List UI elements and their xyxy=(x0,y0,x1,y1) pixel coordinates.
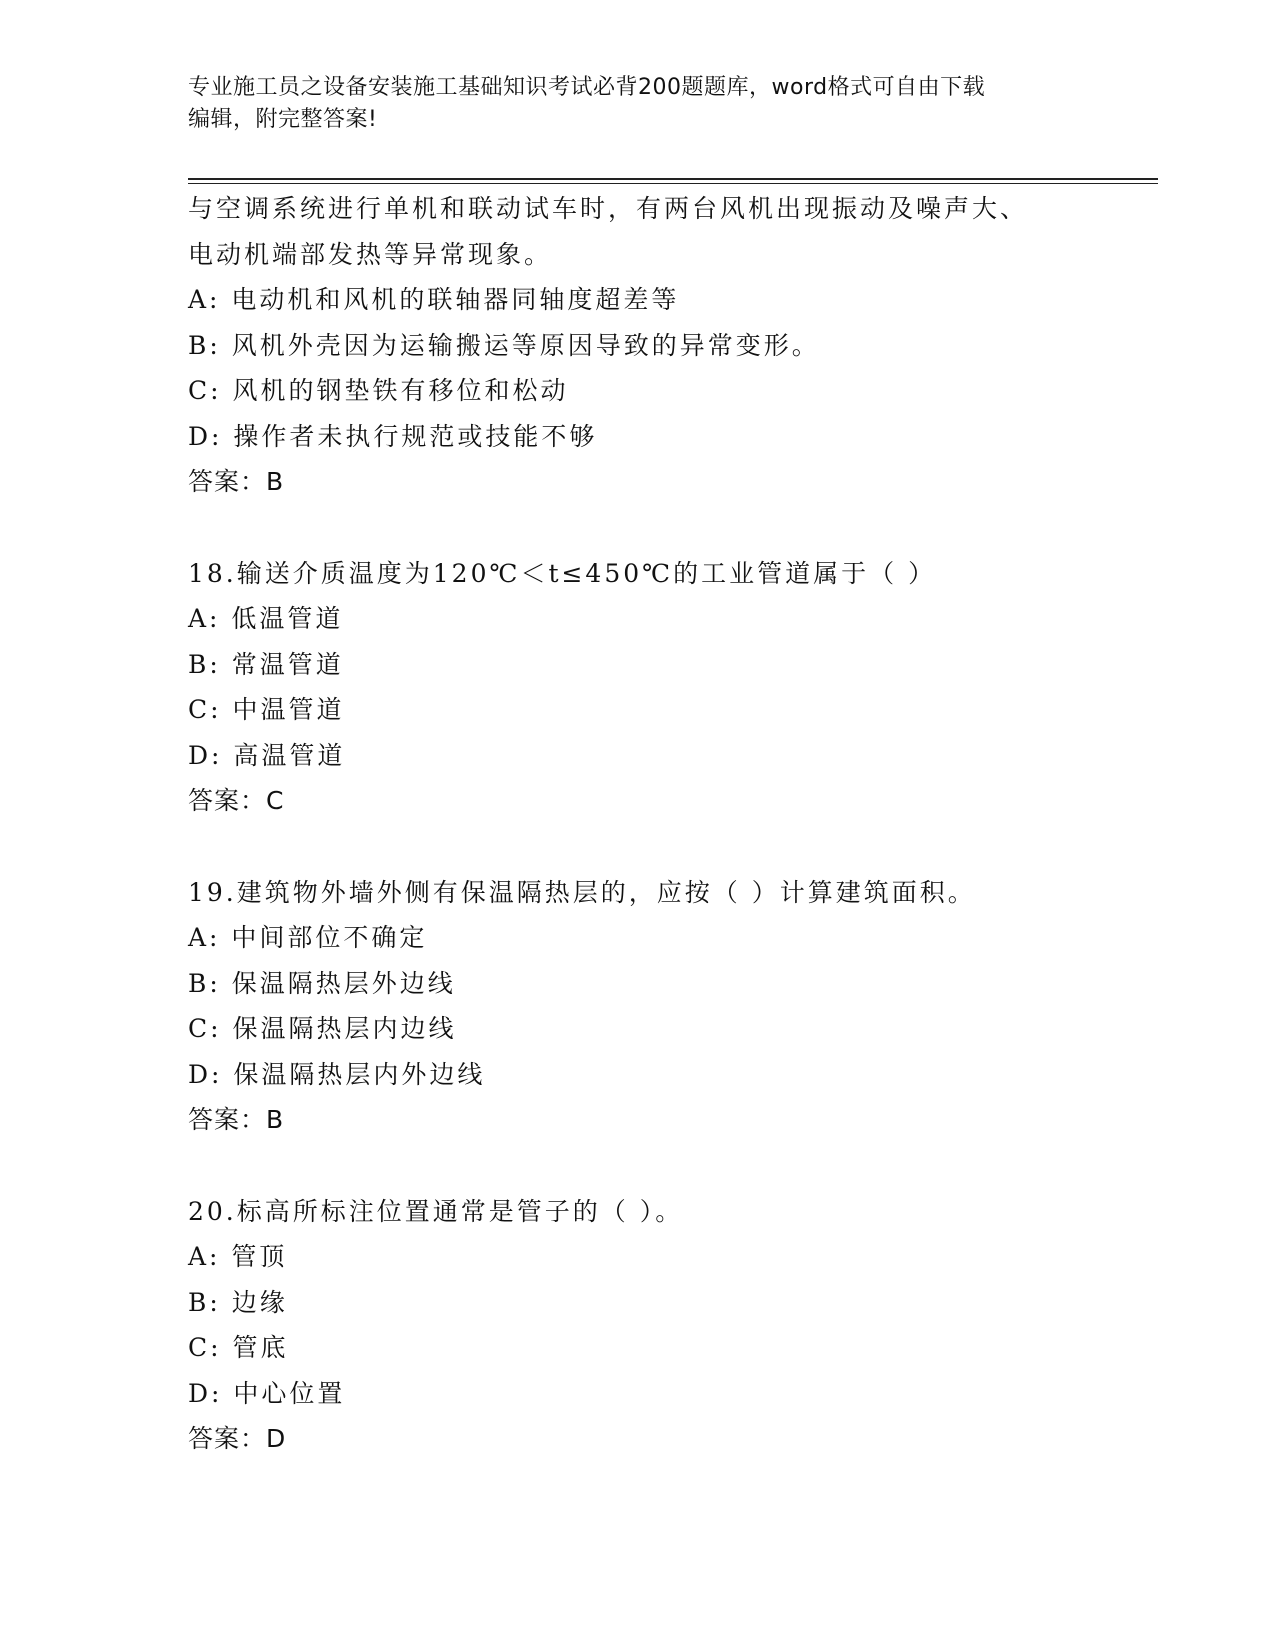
question-block-intro xyxy=(188,186,1088,505)
option-c: C: 管底 xyxy=(188,1333,289,1362)
answer-line: 答案：D xyxy=(188,1424,287,1453)
document-header xyxy=(188,72,1088,136)
header-line-1: 专业施工员之设备安装施工基础知识考试必背200题题库，word格式可自由下载 xyxy=(188,75,986,100)
answer-line: 答案：B xyxy=(188,467,285,496)
header-divider-thick xyxy=(188,178,1158,180)
spacer xyxy=(188,505,1088,551)
question-block-18 xyxy=(188,551,1088,824)
option-a: A: 中间部位不确定 xyxy=(188,923,428,952)
answer-line: 答案：C xyxy=(188,786,285,815)
option-b: B: 常温管道 xyxy=(188,649,344,679)
spacer xyxy=(188,1143,1088,1189)
option-c: C: 风机的钢垫铁有移位和松动 xyxy=(188,376,569,405)
option-b: B: 风机外壳因为运输搬运等原因导致的异常变形。 xyxy=(188,330,820,360)
option-a: A: 低温管道 xyxy=(188,604,344,633)
question-block-19 xyxy=(188,870,1088,1143)
option-d: D: 操作者未执行规范或技能不够 xyxy=(188,421,598,451)
question-stem: 19.建筑物外墙外侧有保温隔热层的，应按（ ）计算建筑面积。 xyxy=(188,877,976,907)
question-stem: 20.标高所标注位置通常是管子的（ ）。 xyxy=(188,1196,684,1226)
header-line-2: 编辑，附完整答案! xyxy=(188,107,378,132)
document-body xyxy=(188,186,1088,1462)
option-c: C: 中温管道 xyxy=(188,695,345,724)
spacer xyxy=(188,824,1088,870)
header-divider-thin xyxy=(188,183,1158,184)
option-d: D: 高温管道 xyxy=(188,740,346,770)
question-block-20 xyxy=(188,1189,1088,1462)
question-stem-line-2: 电动机端部发热等异常现象。 xyxy=(188,239,553,269)
question-stem: 18.输送介质温度为120℃＜t≤450℃的工业管道属于（ ） xyxy=(188,558,937,588)
option-a: A: 管顶 xyxy=(188,1242,288,1271)
question-stem-line-1: 与空调系统进行单机和联动试车时，有两台风机出现振动及噪声大、 xyxy=(188,194,1029,223)
answer-line: 答案：B xyxy=(188,1105,285,1134)
option-b: B: 保温隔热层外边线 xyxy=(188,968,456,998)
option-b: B: 边缘 xyxy=(188,1287,288,1317)
option-d: D: 中心位置 xyxy=(188,1378,346,1408)
option-c: C: 保温隔热层内边线 xyxy=(188,1014,457,1043)
option-d: D: 保温隔热层内外边线 xyxy=(188,1059,486,1089)
option-a: A: 电动机和风机的联轴器同轴度超差等 xyxy=(188,285,680,314)
